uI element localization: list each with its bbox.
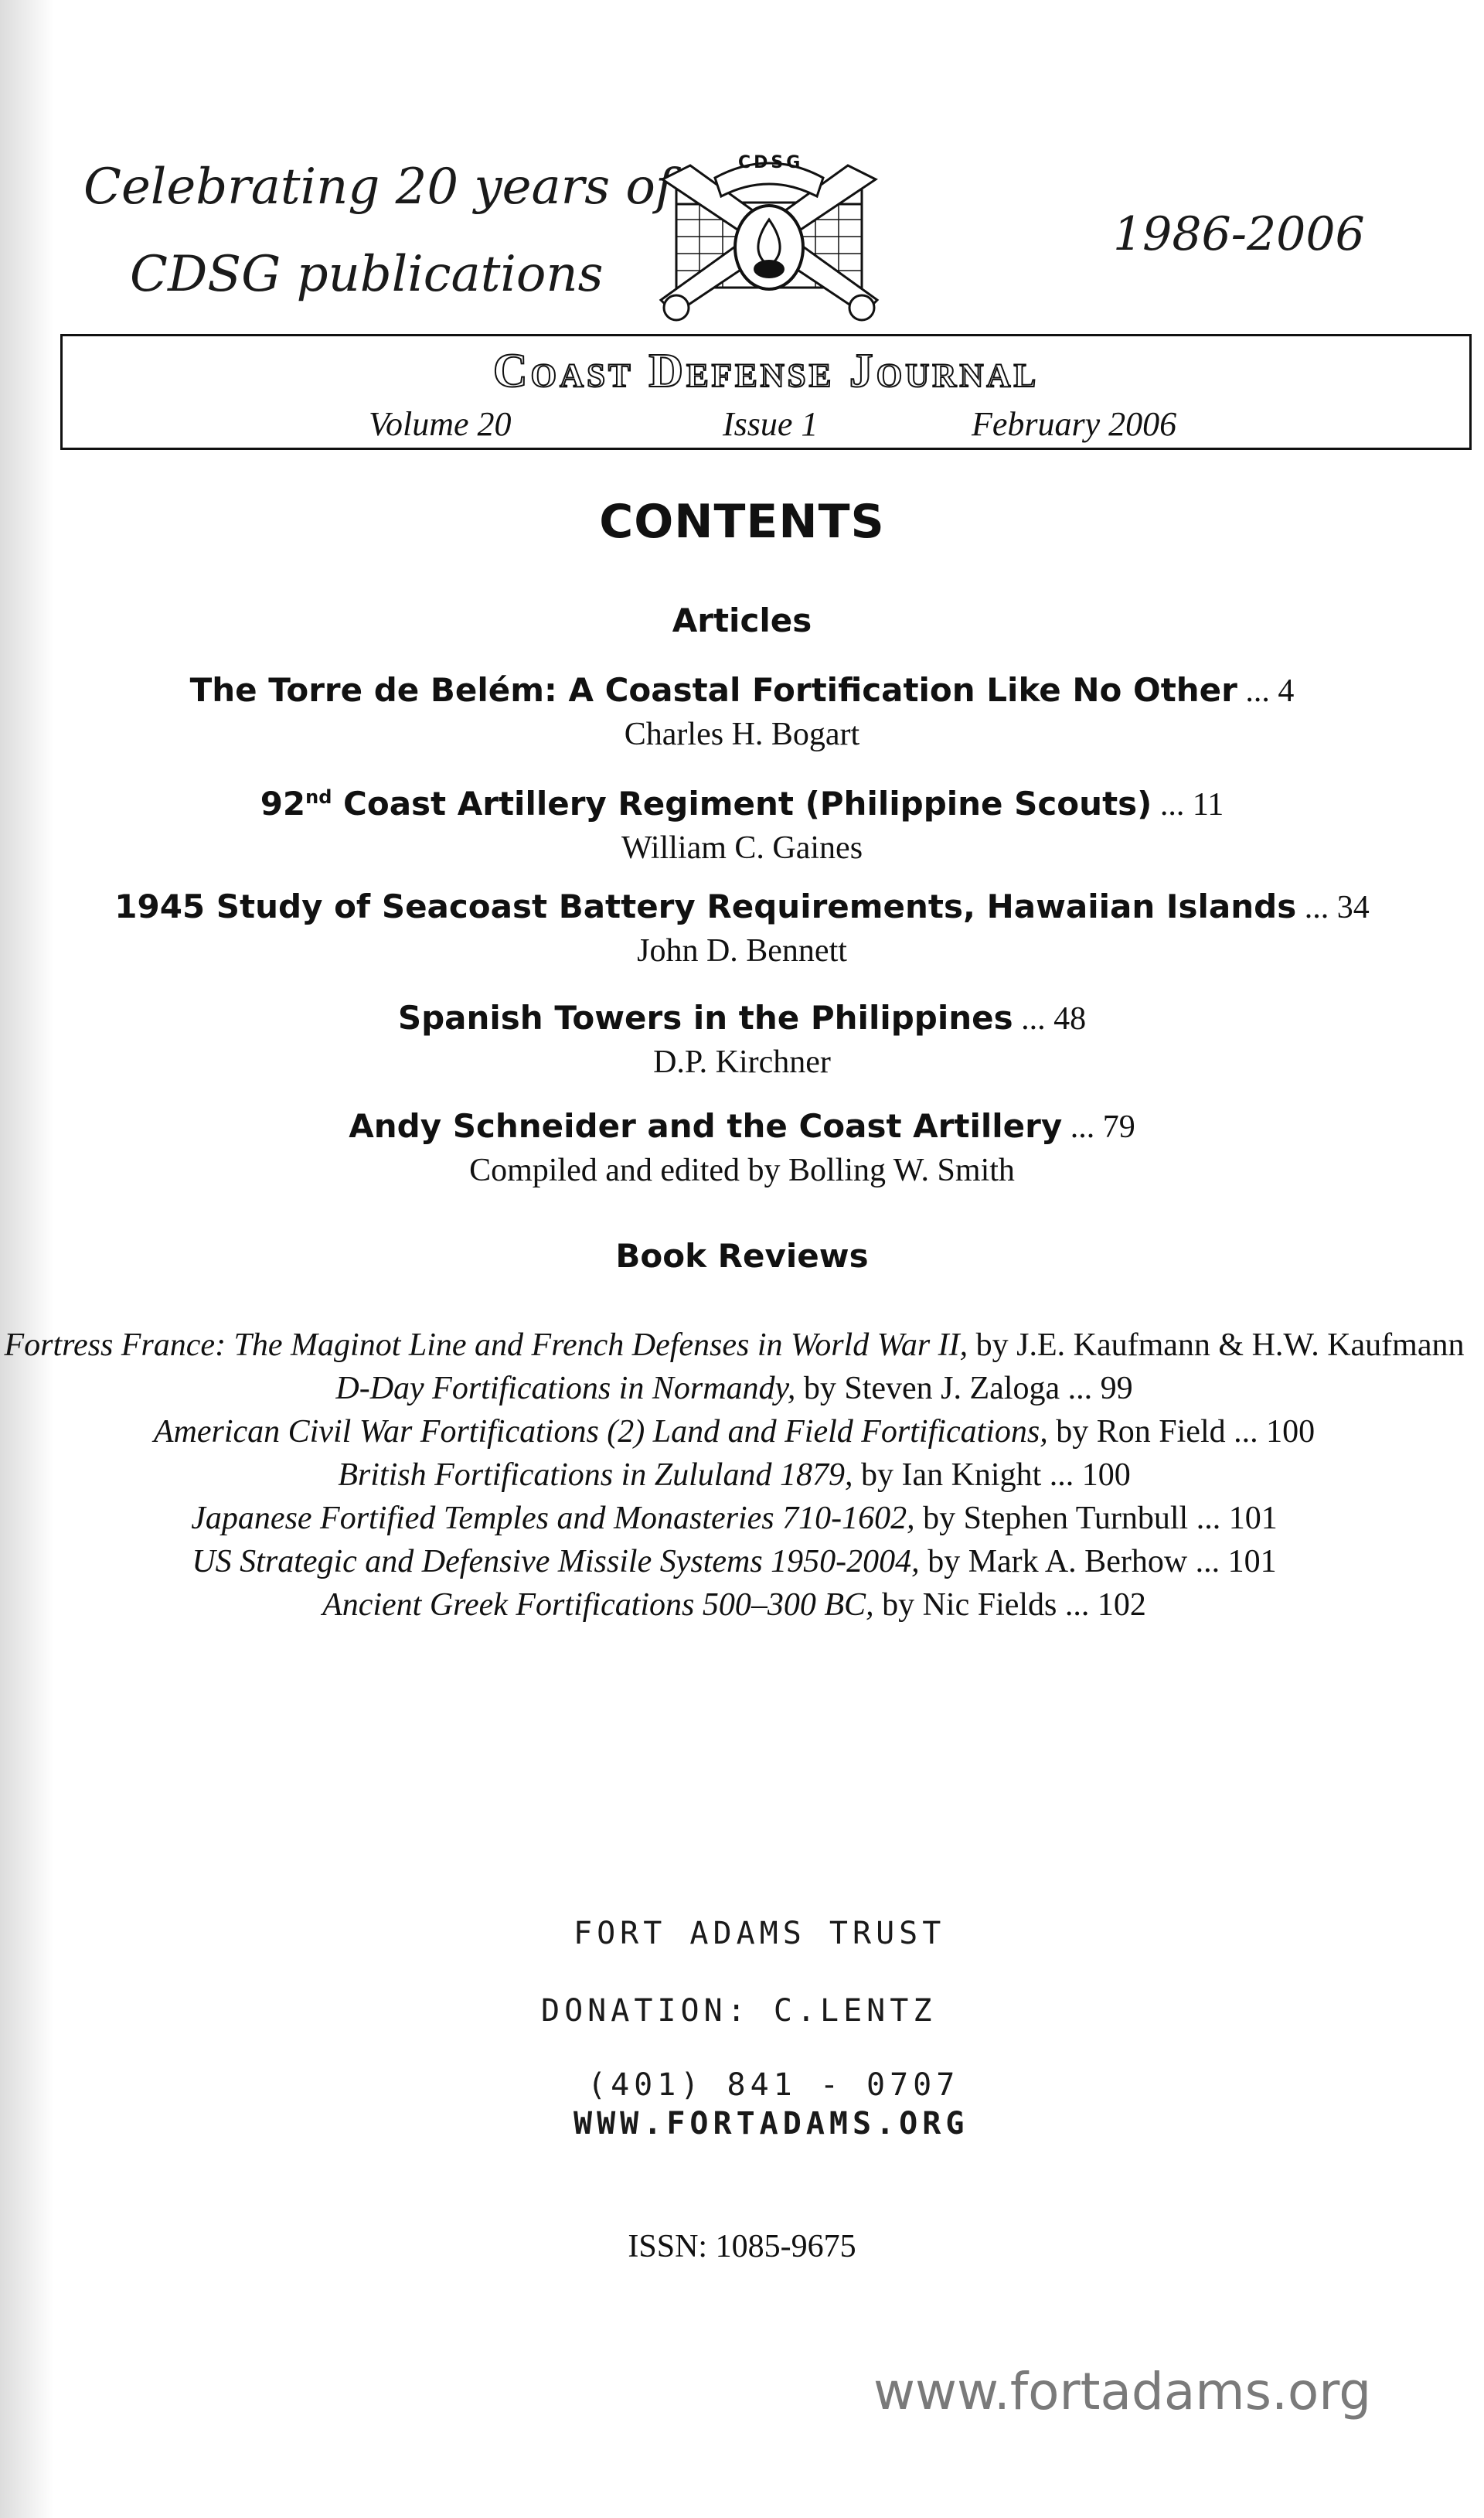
journal-title: Coast Defense Journal bbox=[492, 345, 1040, 397]
review-author-page: by Steven J. Zaloga ... 99 bbox=[795, 1371, 1133, 1406]
review-book-title: Ancient Greek Fortifications 500–300 BC, bbox=[322, 1587, 874, 1623]
review-author-page: by Stephen Turnbull ... 101 bbox=[914, 1501, 1278, 1536]
review-author-page: by Nic Fields ... 102 bbox=[873, 1587, 1146, 1623]
article-title: Coast Artillery Regiment (Philippine Scouts) bbox=[332, 785, 1152, 823]
book-reviews-list bbox=[0, 1324, 1484, 1627]
article-entry bbox=[0, 1104, 1484, 1191]
articles-heading: Articles bbox=[672, 601, 812, 639]
review-author-page: by J.E. Kaufmann & H.W. Kaufmann bbox=[968, 1327, 1465, 1363]
logo-banner-text: CDSG bbox=[738, 153, 804, 172]
masthead-box bbox=[60, 334, 1472, 450]
review-entry bbox=[0, 1410, 1484, 1453]
review-entry bbox=[0, 1367, 1484, 1410]
stamp-organization: FORT ADAMS TRUST bbox=[574, 1916, 946, 1951]
review-author-page: by Ron Field ... 100 bbox=[1047, 1414, 1316, 1450]
review-entry bbox=[0, 1583, 1484, 1627]
article-author: Charles H. Bogart bbox=[624, 717, 860, 752]
issue-label: Issue 1 bbox=[723, 405, 819, 443]
review-author-page: by Ian Knight ... 100 bbox=[853, 1457, 1131, 1493]
anniversary-years: 1986-2006 bbox=[1113, 207, 1365, 261]
article-title-superscript: nd bbox=[305, 786, 332, 808]
article-author: Compiled and edited by Bolling W. Smith bbox=[469, 1153, 1015, 1188]
anniversary-tagline-line2: CDSG publications bbox=[130, 246, 604, 303]
article-title: Spanish Towers in the Philippines bbox=[397, 999, 1013, 1037]
book-reviews-heading: Book Reviews bbox=[615, 1237, 869, 1275]
article-entry bbox=[0, 884, 1484, 972]
article-entry bbox=[0, 775, 1484, 869]
article-title: Andy Schneider and the Coast Artillery bbox=[349, 1107, 1063, 1145]
article-page: ... 79 bbox=[1062, 1109, 1135, 1145]
review-entry bbox=[0, 1497, 1484, 1540]
issn-number: ISSN: 1085-9675 bbox=[628, 2229, 856, 2264]
article-author: William C. Gaines bbox=[621, 830, 863, 866]
review-book-title: British Fortifications in Zululand 1879, bbox=[338, 1457, 853, 1493]
contents-heading: CONTENTS bbox=[599, 495, 885, 549]
review-entry bbox=[0, 1324, 1484, 1367]
article-title-number: 92 bbox=[260, 785, 306, 823]
review-book-title: Japanese Fortified Temples and Monasteries 710-1602, bbox=[191, 1501, 915, 1536]
review-book-title: D-Day Fortifications in Normandy, bbox=[335, 1371, 796, 1406]
source-watermark: www.fortadams.org bbox=[873, 2362, 1372, 2421]
review-entry bbox=[0, 1453, 1484, 1497]
article-title: The Torre de Belém: A Coastal Fortification Like No Other bbox=[189, 671, 1237, 709]
review-author-page: by Mark A. Berhow ... 101 bbox=[919, 1544, 1277, 1579]
article-title: 1945 Study of Seacoast Battery Requirements, Hawaiian Islands bbox=[114, 888, 1297, 925]
article-author: D.P. Kirchner bbox=[653, 1044, 831, 1080]
anniversary-tagline-line1: Celebrating 20 years of bbox=[83, 158, 674, 216]
stamp-url: WWW.FORTADAMS.ORG bbox=[574, 2106, 969, 2141]
cdsg-emblem-logo bbox=[645, 148, 893, 326]
review-book-title: Fortress France: The Maginot Line and French Defenses in World War II, bbox=[4, 1327, 968, 1363]
article-page: ... 11 bbox=[1152, 787, 1224, 823]
stamp-phone: (401) 841 - 0707 bbox=[587, 2067, 960, 2103]
review-book-title: American Civil War Fortifications (2) Land and Field Fortifications, bbox=[153, 1414, 1048, 1450]
issue-date: February 2006 bbox=[972, 405, 1177, 443]
article-entry bbox=[0, 668, 1484, 755]
review-entry bbox=[0, 1540, 1484, 1583]
volume-label: Volume 20 bbox=[369, 405, 512, 443]
review-book-title: US Strategic and Defensive Missile Systems 1950-2004, bbox=[192, 1544, 920, 1579]
article-page: ... 4 bbox=[1237, 673, 1295, 709]
article-author: John D. Bennett bbox=[637, 933, 847, 969]
article-entry bbox=[0, 996, 1484, 1083]
stamp-donation: DONATION: C.LENTZ bbox=[541, 1993, 937, 2029]
article-page: ... 48 bbox=[1013, 1001, 1087, 1037]
article-page: ... 34 bbox=[1296, 890, 1370, 925]
